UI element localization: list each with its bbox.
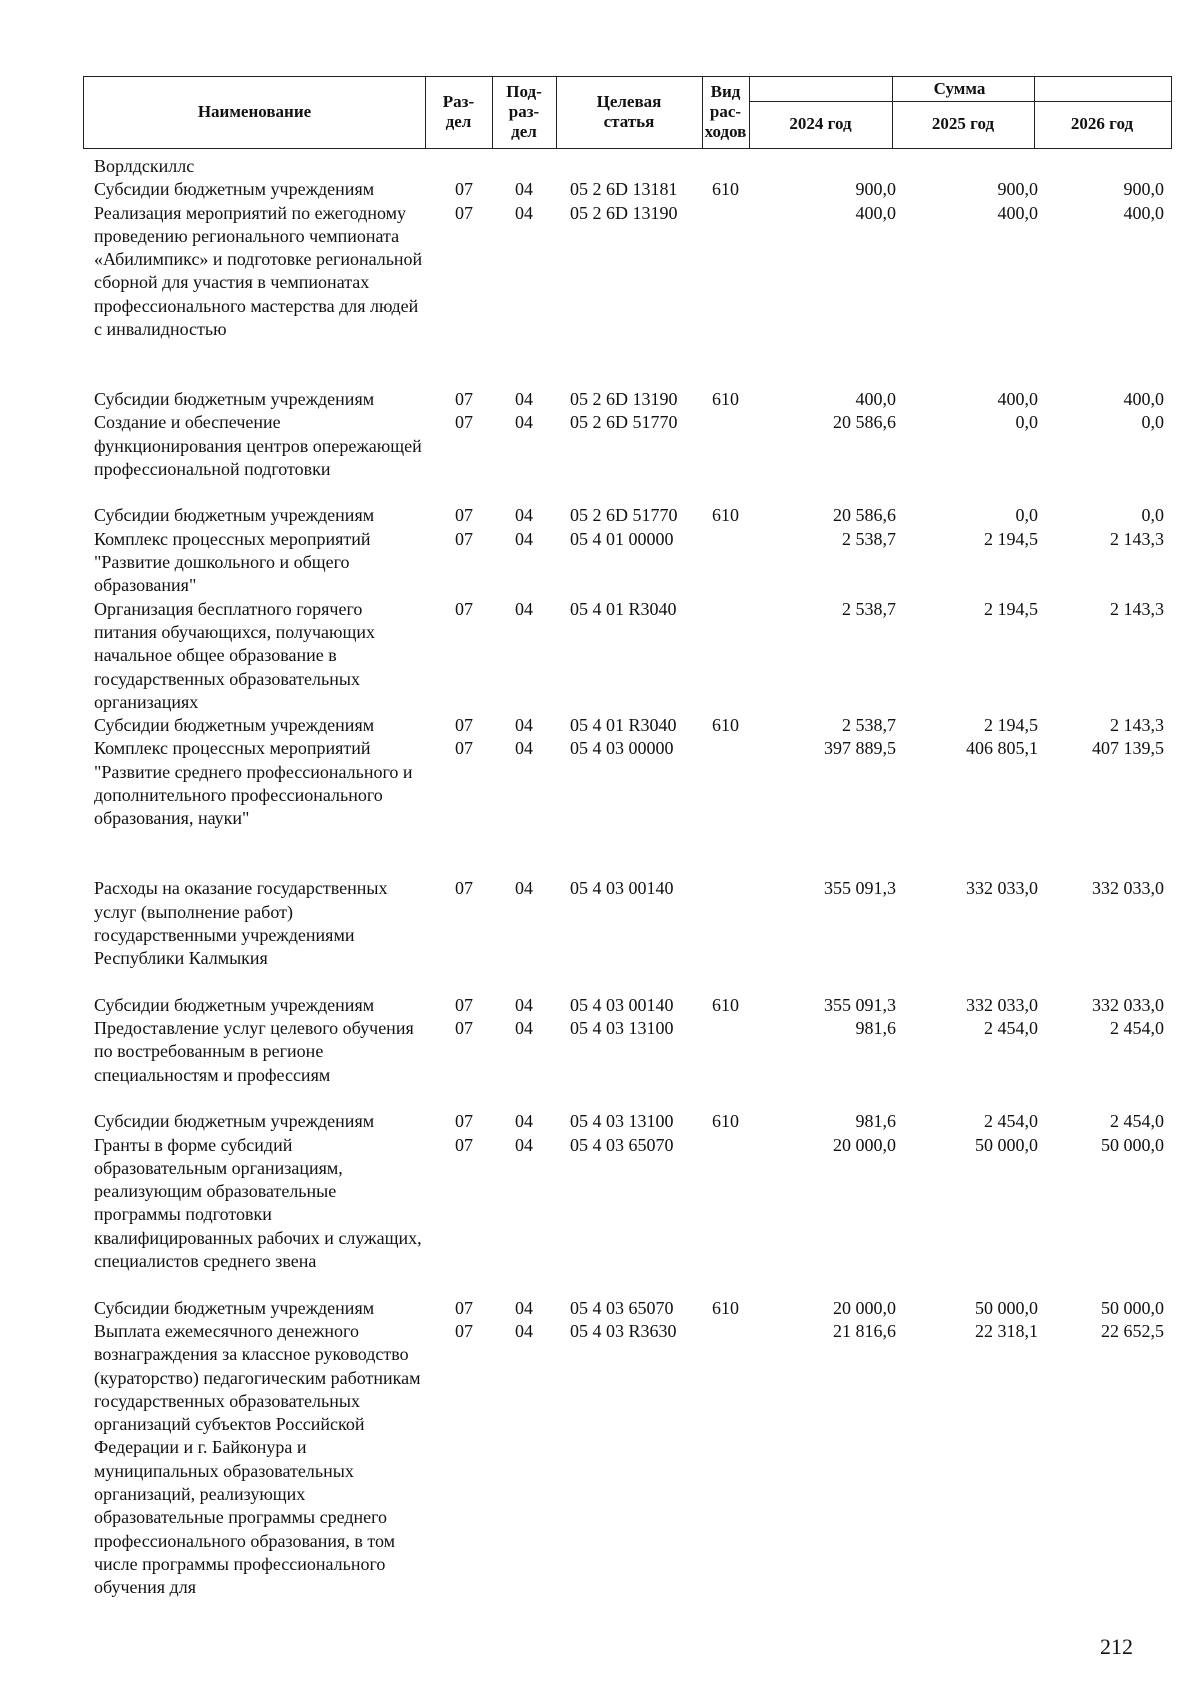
- row-section: 07: [455, 1297, 473, 1318]
- row-2025: 2 194,5: [984, 715, 1038, 736]
- table-body: [0, 155, 1200, 1623]
- table-row: [0, 528, 1200, 598]
- row-section: 07: [455, 878, 473, 899]
- row-2024: 981,6: [855, 1018, 896, 1039]
- header-kind: Вид рас- ходов: [704, 82, 747, 141]
- row-name: Субсидии бюджетным учреждениям: [94, 505, 375, 526]
- row-section: 07: [455, 994, 473, 1015]
- row-2024: 20 000,0: [833, 1134, 896, 1155]
- table-header: [83, 76, 1172, 149]
- row-2025: 400,0: [997, 202, 1038, 223]
- row-section: 07: [455, 1111, 473, 1132]
- table-row: [0, 155, 1200, 178]
- row-name: Субсидии бюджетным учреждениям: [94, 388, 375, 409]
- row-2025: 900,0: [997, 179, 1038, 200]
- row-2025: 332 033,0: [966, 878, 1038, 899]
- row-2025: 332 033,0: [966, 994, 1038, 1015]
- row-kind: 610: [712, 715, 739, 736]
- row-target: 05 4 03 00140: [570, 878, 674, 899]
- table-row: [0, 1134, 1200, 1297]
- header-target: Целевая статья: [596, 92, 662, 131]
- row-name: Организация бесплатного горячего питания обучающихся, получающих начальное общее образование в государственных образовательных организациях: [94, 598, 375, 712]
- row-kind: 610: [712, 1297, 739, 1318]
- row-2024: 21 816,6: [833, 1320, 896, 1341]
- table-row: [0, 1110, 1200, 1133]
- row-2026: 407 139,5: [1092, 738, 1164, 759]
- row-subsection: 04: [515, 1297, 533, 1318]
- row-subsection: 04: [515, 1111, 533, 1132]
- row-2024: 2 538,7: [842, 715, 896, 736]
- row-2024: 20 586,6: [833, 412, 896, 433]
- row-section: 07: [455, 505, 473, 526]
- row-name: Субсидии бюджетным учреждениям: [94, 179, 375, 200]
- row-kind: 610: [712, 179, 739, 200]
- row-name: Реализация мероприятий по ежегодному проведению регионального чемпионата «Абилимпикс» и подготовке региональной сборной для участия в чемпионатах профессионального мастерства для людей с инвалидностью: [94, 202, 423, 340]
- row-2026: 2 143,3: [1110, 528, 1164, 549]
- header-sum: Сумма: [933, 79, 986, 98]
- row-subsection: 04: [515, 715, 533, 736]
- row-subsection: 04: [515, 878, 533, 899]
- row-name: Гранты в форме субсидий образовательным организациям, реализующим образовательные программы подготовки квалифицированных рабочих и служащих, специалистов среднего звена: [94, 1134, 422, 1272]
- table-row: [0, 737, 1200, 877]
- row-name: Субсидии бюджетным учреждениям: [94, 715, 375, 736]
- row-target: 05 4 01 R3040: [570, 715, 677, 736]
- row-2026: 2 143,3: [1110, 715, 1164, 736]
- row-2024: 981,6: [855, 1111, 896, 1132]
- row-section: 07: [455, 528, 473, 549]
- row-subsection: 04: [515, 388, 533, 409]
- row-2024: 355 091,3: [824, 878, 896, 899]
- row-2026: 0,0: [1141, 412, 1164, 433]
- header-2025: 2025 год: [931, 114, 995, 133]
- row-2026: 900,0: [1123, 179, 1164, 200]
- row-target: 05 4 03 R3630: [570, 1320, 677, 1341]
- row-section: 07: [455, 412, 473, 433]
- row-2025: 2 194,5: [984, 598, 1038, 619]
- row-target: 05 2 6D 13190: [570, 388, 678, 409]
- row-target: 05 4 01 R3040: [570, 598, 677, 619]
- row-2024: 355 091,3: [824, 994, 896, 1015]
- row-name: Субсидии бюджетным учреждениям: [94, 994, 375, 1015]
- row-subsection: 04: [515, 598, 533, 619]
- table-row: [0, 178, 1200, 201]
- row-kind: 610: [712, 994, 739, 1015]
- row-target: 05 4 03 65070: [570, 1134, 674, 1155]
- row-target: 05 4 03 65070: [570, 1297, 674, 1318]
- row-section: 07: [455, 1134, 473, 1155]
- row-2026: 332 033,0: [1092, 878, 1164, 899]
- row-2024: 900,0: [855, 179, 896, 200]
- row-subsection: 04: [515, 505, 533, 526]
- row-2025: 22 318,1: [975, 1320, 1038, 1341]
- row-subsection: 04: [515, 1018, 533, 1039]
- row-kind: 610: [712, 1111, 739, 1132]
- row-2025: 0,0: [1015, 505, 1038, 526]
- row-subsection: 04: [515, 1134, 533, 1155]
- row-target: 05 4 01 00000: [570, 528, 674, 549]
- row-2024: 20 000,0: [833, 1297, 896, 1318]
- header-section: Раз- дел: [442, 92, 475, 131]
- row-2025: 2 194,5: [984, 528, 1038, 549]
- row-kind: 610: [712, 505, 739, 526]
- table-row: [0, 504, 1200, 527]
- row-name: Ворлдскиллс: [94, 156, 195, 176]
- row-subsection: 04: [515, 994, 533, 1015]
- row-section: 07: [455, 1320, 473, 1341]
- row-2026: 0,0: [1141, 505, 1164, 526]
- table-row: [0, 1017, 1200, 1110]
- row-2025: 0,0: [1015, 412, 1038, 433]
- row-2025: 50 000,0: [975, 1297, 1038, 1318]
- row-target: 05 4 03 00000: [570, 738, 674, 759]
- page-number: 212: [1100, 1634, 1133, 1659]
- row-section: 07: [455, 1018, 473, 1039]
- table-row: [0, 877, 1200, 994]
- table-row: [0, 994, 1200, 1017]
- row-2024: 2 538,7: [842, 598, 896, 619]
- row-section: 07: [455, 388, 473, 409]
- row-subsection: 04: [515, 738, 533, 759]
- row-2024: 20 586,6: [833, 505, 896, 526]
- row-2024: 400,0: [855, 202, 896, 223]
- row-subsection: 04: [515, 412, 533, 433]
- row-2026: 50 000,0: [1101, 1134, 1164, 1155]
- row-target: 05 4 03 13100: [570, 1018, 674, 1039]
- row-subsection: 04: [515, 528, 533, 549]
- row-2024: 2 538,7: [842, 528, 896, 549]
- row-name: Субсидии бюджетным учреждениям: [94, 1297, 375, 1318]
- row-subsection: 04: [515, 202, 533, 223]
- row-target: 05 4 03 00140: [570, 994, 674, 1015]
- row-name: Расходы на оказание государственных услуг (выполнение работ) государственными учреждениями Республики Калмыкия: [94, 878, 388, 969]
- row-name: Субсидии бюджетным учреждениям: [94, 1111, 375, 1132]
- row-target: 05 4 03 13100: [570, 1111, 674, 1132]
- row-name: Комплекс процессных мероприятий "Развитие среднего профессионального и дополнительного профессионального образования, науки": [94, 738, 413, 829]
- row-2025: 400,0: [997, 388, 1038, 409]
- row-name: Комплекс процессных мероприятий "Развитие дошкольного и общего образования": [94, 528, 371, 596]
- row-section: 07: [455, 598, 473, 619]
- table-row: [0, 598, 1200, 715]
- row-2026: 332 033,0: [1092, 994, 1164, 1015]
- row-name: Предоставление услуг целевого обучения по востребованным в регионе специальностям и профессиям: [94, 1018, 414, 1085]
- row-2026: 2 143,3: [1110, 598, 1164, 619]
- table-row: [0, 1320, 1200, 1623]
- row-2025: 406 805,1: [966, 738, 1038, 759]
- row-2026: 22 652,5: [1101, 1320, 1164, 1341]
- header-2024: 2024 год: [789, 114, 852, 133]
- row-section: 07: [455, 202, 473, 223]
- row-name: Создание и обеспечение функционирования центров опережающей профессиональной подготовки: [94, 412, 422, 479]
- row-section: 07: [455, 715, 473, 736]
- row-kind: 610: [712, 388, 739, 409]
- row-target: 05 2 6D 13181: [570, 179, 678, 200]
- row-target: 05 2 6D 51770: [570, 412, 678, 433]
- row-2026: 400,0: [1123, 202, 1164, 223]
- row-2025: 2 454,0: [984, 1018, 1038, 1039]
- table-row: [0, 411, 1200, 504]
- table-row: [0, 388, 1200, 411]
- row-2025: 2 454,0: [984, 1111, 1038, 1132]
- row-section: 07: [455, 738, 473, 759]
- row-2026: 50 000,0: [1101, 1297, 1164, 1318]
- row-subsection: 04: [515, 179, 533, 200]
- row-2024: 397 889,5: [824, 738, 896, 759]
- row-target: 05 2 6D 51770: [570, 505, 678, 526]
- header-subsection: Под- раз- дел: [506, 82, 542, 141]
- row-subsection: 04: [515, 1320, 533, 1341]
- row-2026: 2 454,0: [1110, 1111, 1164, 1132]
- table-row: [0, 1297, 1200, 1320]
- row-section: 07: [455, 179, 473, 200]
- header-name: Наименование: [197, 102, 312, 121]
- table-row: [0, 202, 1200, 388]
- header-2026: 2026 год: [1070, 114, 1134, 133]
- row-2025: 50 000,0: [975, 1134, 1038, 1155]
- row-name: Выплата ежемесячного денежного вознаграждения за классное руководство (кураторство) педагогическим работникам государственных образовательных организаций субъектов Российской Федерации и г. Байконура и муниципальных образовательных организаций, реализующих образовательные программы среднего профессионального образования, в том числе программы профессионального обучения для: [94, 1320, 421, 1598]
- row-2024: 400,0: [855, 388, 896, 409]
- row-2026: 400,0: [1123, 388, 1164, 409]
- row-target: 05 2 6D 13190: [570, 202, 678, 223]
- row-2026: 2 454,0: [1110, 1018, 1164, 1039]
- table-row: [0, 714, 1200, 737]
